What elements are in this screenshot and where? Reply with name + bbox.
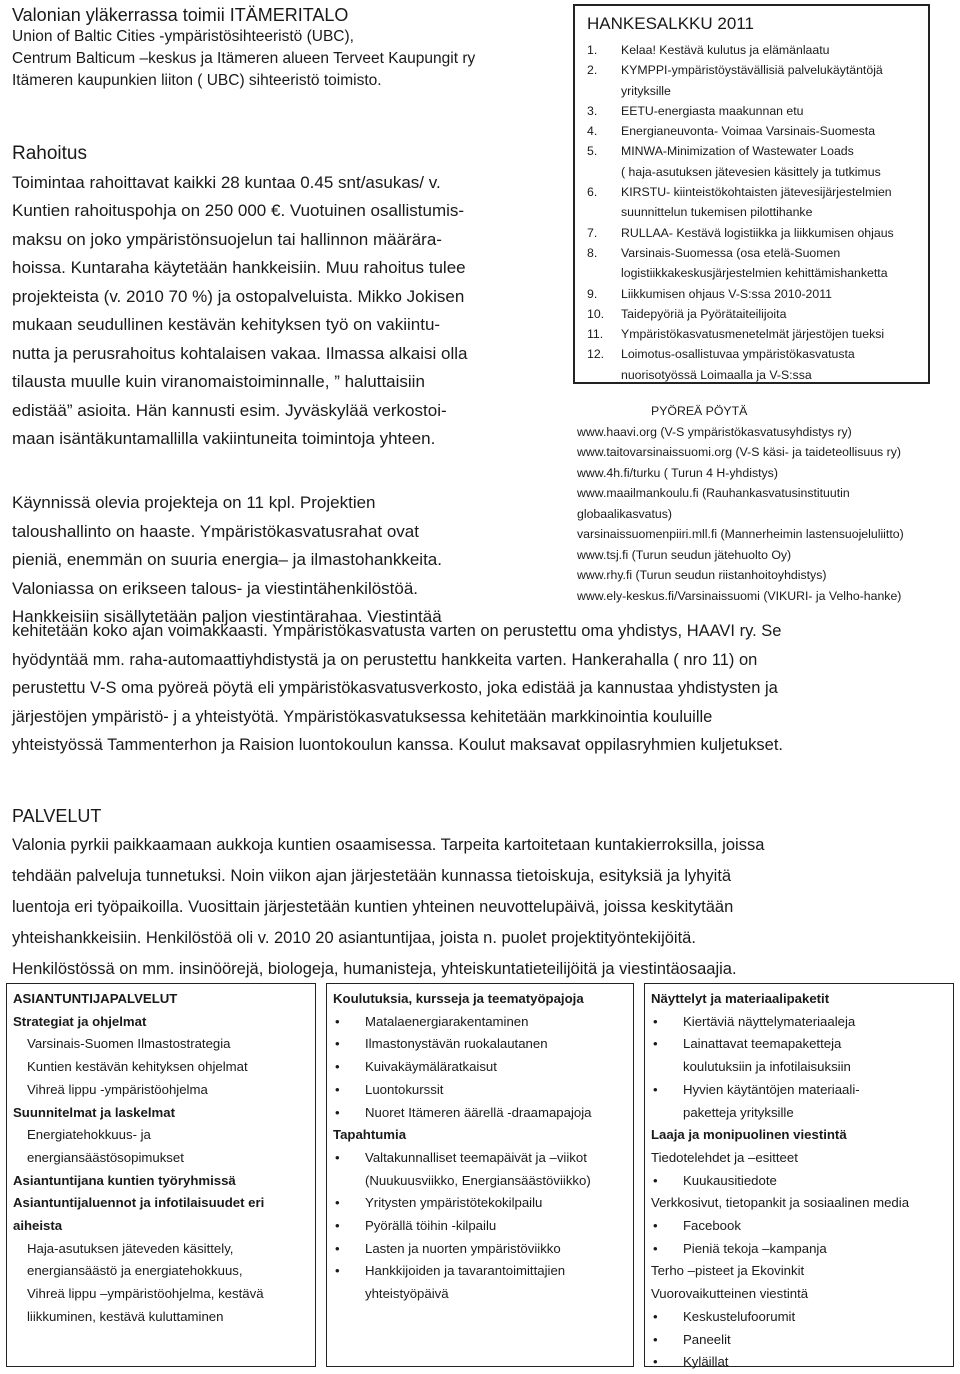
paragraph-line: edistää” asioita. Hän kannusti esim. Jyväskylää verkostoi-	[12, 400, 447, 420]
list-item: 12. Loimotus-osallistuvaa ympäristökasvatusta nuorisotyössä Loimaalla ja V-S:ssa	[587, 347, 855, 382]
link-line[interactable]: www.rhy.fi (Turun seudun riistanhoitoyhdistys)	[577, 568, 827, 582]
list-item: energiansäästösopimukset	[27, 1149, 184, 1165]
bullet-item: • Valtakunnalliset teemapäivät ja –viikot (Nuukuusviikko, Energiansäästöviikko)	[333, 1147, 627, 1192]
paragraph-line: mukaan seudullinen kestävän kehityksen työ on vakiintu-	[12, 315, 441, 334]
bullet-item: • Matalaenergiarakentaminen	[333, 1011, 627, 1034]
palvelut-title: PALVELUT	[12, 806, 102, 826]
link-line[interactable]: www.4h.fi/turku ( Turun 4 H-yhdistys)	[577, 465, 778, 480]
bullet-item: • Kuivakäymäläratkaisut	[333, 1056, 627, 1079]
rahoitus-title: Rahoitus	[12, 143, 87, 164]
list-item: liikkuminen, kestävä kuluttaminen	[27, 1308, 224, 1324]
paragraph-line: pieniä, enemmän on suuria energia– ja ilmastohankkeita.	[12, 550, 442, 569]
bullet-item: • Pyörällä töihin -kilpailu	[333, 1215, 627, 1238]
bullet-item: • Ilmastonystävän ruokalautanen	[333, 1033, 627, 1056]
subheading: aiheista	[13, 1218, 63, 1234]
bullet-item: • Paneelit	[651, 1329, 947, 1352]
link-line[interactable]: www.taitovarsinaissuomi.org (V-S käsi- ja taideteollisuus ry)	[577, 445, 901, 459]
paragraph-line: Käynnissä olevia projekteja on 11 kpl. Projektien	[12, 493, 376, 512]
hankesalkku-list	[587, 40, 918, 385]
list-item: Energiatehokkuus- ja	[27, 1127, 151, 1143]
pyorea-poyta-section	[577, 401, 957, 606]
list-item: Vihreä lippu –ympäristöohjelma, kestävä	[27, 1286, 264, 1302]
paragraph-line: Henkilöstössä on mm. insinöörejä, biologeja, humanisteja, yhteiskuntatieteilijöitä ja viestintäosaajia.	[12, 960, 737, 978]
bullet-item: • Facebook	[651, 1215, 947, 1238]
rahoitus-section	[12, 140, 552, 454]
bullet-item: • Hyvien käytäntöjen materiaali- paketteja yrityksille	[651, 1079, 947, 1124]
bullet-item: • Yritysten ympäristötekokilpailu	[333, 1192, 627, 1215]
paragraph-line: Toimintaa rahoittavat kaikki 28 kuntaa 0.45 snt/asukas/ v.	[12, 172, 441, 192]
viestinta-paragraph	[12, 617, 952, 760]
bullet-item: • Kuukausitiedote	[651, 1170, 947, 1193]
paragraph-line: taloushallinto on haaste. Ympäristökasvatusrahat ovat	[12, 521, 419, 541]
list-item: Haja-asutuksen jäteveden käsittely,	[27, 1240, 234, 1256]
paragraph-line: yhteistyössä Tammenterhon ja Raision luontokoulun kanssa. Koulut maksavat oppilasryhmien kuljetukset.	[12, 736, 784, 754]
bullet-item: • Pieniä tekoja –kampanja	[651, 1238, 947, 1261]
column-title: Näyttelyt ja materiaalipaketit	[651, 991, 830, 1006]
bullet-item: • Luontokurssit	[333, 1079, 627, 1102]
list-item: Vihreä lippu -ympäristöohjelma	[27, 1081, 208, 1097]
subheading: Asiantuntijana kuntien työryhmissä	[13, 1172, 236, 1188]
paragraph-line: perustettu V-S oma pyöreä pöytä eli ympäristökasvatusverkosto, joka edistää ja kannustaa yhdistysten ja	[12, 679, 778, 697]
subheading: Laaja ja monipuolinen viestintä	[651, 1127, 847, 1143]
subheading: Tapahtumia	[333, 1127, 407, 1143]
column-title: Koulutuksia, kursseja ja teematyöpajoja	[333, 991, 584, 1006]
nayttelyt-box	[644, 983, 954, 1370]
list-item: 11. Ympäristökasvatusmenetelmät järjestöjen tueksi	[587, 327, 885, 342]
intro-line: Union of Baltic Cities -ympäristösihteeristö (UBC),	[12, 28, 354, 45]
list-item: 8. Varsinais-Suomessa (osa etelä-Suomen logistiikkakeskusjärjestelmien kehittämishanketta	[587, 245, 888, 281]
bullet-item: • Lainattavat teemapaketteja koulutuksiin ja infotilaisuksiin	[651, 1033, 947, 1078]
paragraph-line: Hankkeisiin sisällytetään paljon viestintärahaa. Viestintää	[12, 607, 442, 626]
bullet-item: • Lasten ja nuorten ympäristöviikko	[333, 1238, 627, 1261]
link-line[interactable]: varsinaissuomenpiiri.mll.fi (Mannerheimin lastensuojeluliitto)	[577, 527, 904, 541]
paragraph-line: järjestöjen ympäristö- j a yhteistyötä. Ympäristökasvatuksessa kehitetään markkinointia kouluille	[12, 707, 713, 726]
koulutukset-box	[326, 983, 634, 1367]
list-item: Varsinais-Suomen Ilmastostrategia	[27, 1036, 231, 1052]
text-line: Vuorovaikutteinen viestintä	[651, 1286, 809, 1302]
list-item: 7. RULLAA- Kestävä logistiikka ja liikkumisen ohjaus	[587, 225, 894, 240]
list-item: energiansäästö ja energiatehokkuus,	[27, 1263, 243, 1279]
subheading: Strategiat ja ohjelmat	[13, 1013, 147, 1029]
link-line[interactable]: www.ely-keskus.fi/Varsinaissuomi (VIKURI- ja Velho-hanke)	[577, 588, 902, 603]
hankesalkku-title: HANKESALKKU 2011	[587, 14, 754, 33]
paragraph-line: nutta ja perusrahoitus kohtalaisen vakaa. Ilmassa alkaisi olla	[12, 343, 468, 363]
text-line: Verkkosivut, tietopankit ja sosiaalinen media	[651, 1195, 910, 1211]
list-item: 2. KYMPPI-ympäristöystävällisiä palvelukäytäntöjä yrityksille	[587, 63, 883, 98]
intro-line: Itämeren kaupunkien liiton ( UBC) sihteeristö toimisto.	[12, 72, 382, 89]
palvelut-section	[12, 802, 952, 985]
text-line: Terho –pisteet ja Ekovinkit	[651, 1263, 805, 1279]
intro-heading: Valonian yläkerrassa toimii ITÄMERITALO	[12, 5, 349, 25]
text-line: Tiedotelehdet ja –esitteet	[651, 1149, 798, 1165]
paragraph-line: yhteishankkeisiin. Henkilöstöä oli v. 2010 20 asiantuntijaa, joista n. puolet projektityöntekijöitä.	[12, 929, 696, 947]
list-item: 9. Liikkumisen ohjaus V-S:ssa 2010-2011	[587, 286, 832, 301]
list-item: 6. KIRSTU- kiinteistökohtaisten jätevesijärjestelmien suunnittelun tukemisen pilottihanke	[587, 185, 892, 220]
bullet-item: • Nuoret Itämeren äärellä -draamapajoja	[333, 1102, 627, 1125]
list-item: 1. Kelaa! Kestävä kulutus ja elämänlaatu	[587, 43, 830, 57]
link-line[interactable]: www.haavi.org (V-S ympäristökasvatusyhdistys ry)	[577, 424, 852, 439]
paragraph-line: Valonia pyrkii paikkaamaan aukkoja kuntien osaamisessa. Tarpeita kartoitetaan kuntakierroksilla, joissa	[12, 836, 765, 854]
list-item: Kuntien kestävän kehityksen ohjelmat	[27, 1059, 248, 1075]
list-item: 4. Energianeuvonta- Voimaa Varsinais-Suomesta	[587, 124, 876, 139]
list-item: 10. Taidepyöriä ja Pyörätaiteilijoita	[587, 306, 787, 321]
paragraph-line: maksu on joko ympäristönsuojelun tai hallinnon määrära-	[12, 229, 442, 249]
bullet-item: • Hankkijoiden ja tavarantoimittajien yhteistyöpäivä	[333, 1260, 627, 1305]
bullet-item: • Kyläillat	[651, 1351, 947, 1374]
bullet-item: • Kiertäviä näyttelymateriaaleja	[651, 1011, 947, 1034]
bullet-item: • Keskustelufoorumit	[651, 1306, 947, 1329]
paragraph-line: hyödyntää mm. raha-automaattiyhdistystä ja on perustettu hankkeita varten. Hankerahalla ( nro 11) on	[12, 650, 758, 669]
paragraph-line: tehdään palveluja tunnetuksi. Noin viikon ajan järjestetään kunnassa tietoiskuja, esityksiä ja lyhyitä	[12, 867, 732, 885]
paragraph-line: kehitetään koko ajan voimakkaasti. Ympäristökasvatusta varten on perustettu oma yhdistys, HAAVI ry. Se	[12, 622, 782, 640]
itameritalo-intro	[12, 4, 572, 92]
paragraph-line: Kuntien rahoituspohja on 250 000 €. Vuotuinen osallistumis-	[12, 201, 465, 220]
pyorea-poyta-title: PYÖREÄ PÖYTÄ	[651, 404, 748, 418]
list-item: 3. EETU-energiasta maakunnan etu	[587, 103, 804, 118]
intro-line: Centrum Balticum –keskus ja Itämeren alueen Terveet Kaupungit ry	[12, 50, 476, 67]
paragraph-line: tilausta muulle kuin viranomaistoiminnalle, ” haluttaisiin	[12, 372, 425, 391]
link-line[interactable]: www.tsj.fi (Turun seudun jätehuolto Oy)	[577, 547, 792, 562]
hankesalkku-box	[573, 4, 930, 384]
paragraph-line: luentoja eri työpaikoilla. Vuosittain järjestetään kuntien yhteinen neuvottelupäivä, joissa keskitytään	[12, 898, 734, 916]
link-line-continued: globaalikasvatus)	[577, 506, 673, 521]
subheading: Suunnitelmat ja laskelmat	[13, 1104, 175, 1120]
paragraph-line: Valoniassa on erikseen talous- ja viestintähenkilöstöä.	[12, 578, 419, 598]
paragraph-line: hoissa. Kuntaraha käytetään hankkeisiin. Muu rahoitus tulee	[12, 258, 466, 277]
paragraph-line: projekteista (v. 2010 70 %) ja ostopalveluista. Mikko Jokisen	[12, 286, 465, 306]
projektit-section	[12, 489, 552, 632]
column-title: ASIANTUNTIJAPALVELUT	[13, 991, 178, 1006]
subheading: Asiantuntijaluennot ja infotilaisuudet eri	[13, 1195, 265, 1211]
link-line[interactable]: www.maailmankoulu.fi (Rauhankasvatusinstituutin	[577, 486, 850, 500]
paragraph-line: maan isäntäkuntamallilla vakiintuneita toimintoja yhteen.	[12, 429, 436, 448]
list-item: 5. MINWA-Minimization of Wastewater Loads ( haja-asutuksen jätevesien käsittely ja tutkimus	[587, 144, 881, 179]
asiantuntijapalvelut-box	[6, 983, 316, 1367]
